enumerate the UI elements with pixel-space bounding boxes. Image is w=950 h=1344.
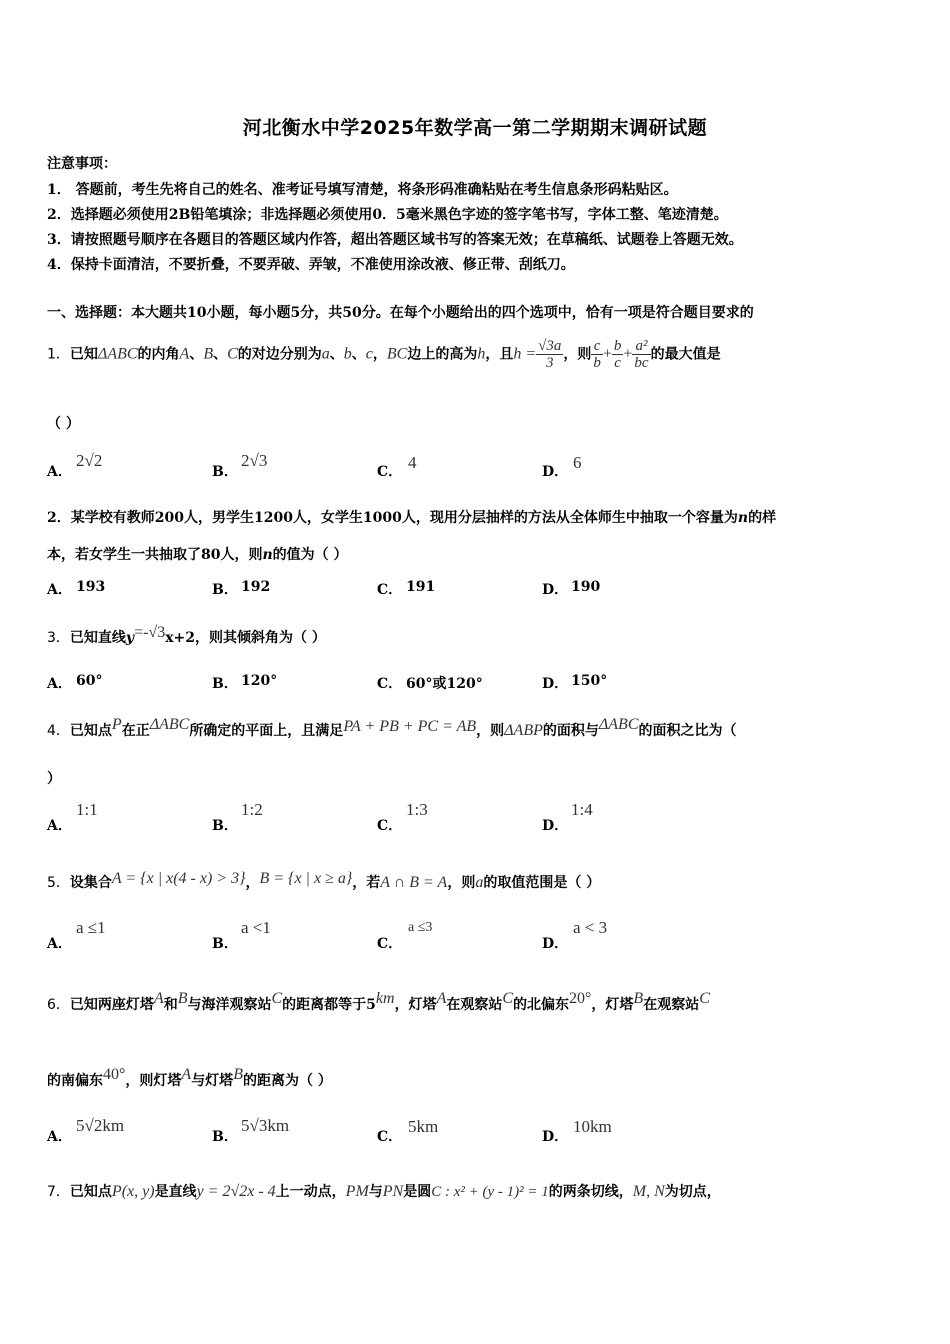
notice-item: 3．请按照题号顺序在各题目的答题区域内作答，超出答题区域书写的答案无效；在草稿纸、试题卷上答题无效。 bbox=[47, 232, 743, 248]
option-label: B． bbox=[212, 1129, 238, 1145]
option-value: 60°或120° bbox=[406, 676, 483, 692]
notice-heading: 注意事项： bbox=[47, 156, 117, 172]
option-value: 10km bbox=[573, 1117, 612, 1136]
option-label: A． bbox=[47, 1129, 72, 1145]
option-label: C． bbox=[377, 582, 403, 598]
option-value: a ≤3 bbox=[408, 920, 433, 935]
question-2-cont: 本，若女学生一共抽取了80人，则n的值为（ ） bbox=[47, 547, 348, 563]
notice-item: 2．选择题必须使用2B铅笔填涂；非选择题必须使用0．5毫米黑色字迹的签字笔书写，字体工整、笔迹清楚。 bbox=[47, 207, 728, 223]
fraction: $\frac{c}{b}$ bbox=[593, 338, 601, 371]
option-value: 192 bbox=[241, 579, 271, 595]
question-3: 3．已知直线y=-√3x+2，则其倾斜角为（ ） bbox=[47, 624, 326, 646]
option-value: 120° bbox=[241, 673, 278, 689]
option-label: C． bbox=[377, 818, 403, 834]
option-label: B． bbox=[212, 936, 238, 952]
notice-item: 1． 答题前，考生先将自己的姓名、准考证号填写清楚，将条形码准确粘贴在考生信息条形码粘贴区。 bbox=[47, 182, 678, 198]
option-value: 60° bbox=[76, 673, 103, 689]
option-label: B． bbox=[212, 464, 238, 480]
option-value: 1:4 bbox=[571, 800, 593, 819]
option-label: A． bbox=[47, 818, 72, 834]
option-value: 1:2 bbox=[241, 800, 263, 819]
option-label: D． bbox=[542, 1129, 569, 1145]
option-label: D． bbox=[542, 582, 569, 598]
question-5: 5．设集合A = {x | x(4 - x) > 3}，B = {x | x ≥ a}，若A ∩ B = A，则a的取值范围是（ ） bbox=[47, 870, 601, 891]
option-value: 190 bbox=[571, 579, 601, 595]
page-title: 河北衡水中学2025年数学高一第二学期期末调研试题 bbox=[242, 117, 708, 139]
option-label: C． bbox=[377, 936, 403, 952]
option-value: 193 bbox=[76, 579, 106, 595]
option-label: D． bbox=[542, 936, 569, 952]
option-label: C． bbox=[377, 676, 403, 692]
question-2: 2．某学校有教师200人，男学生1200人，女学生1000人，现用分层抽样的方法从全体师生中抽取一个容量为n的样 bbox=[47, 510, 777, 526]
question-6: 6．已知两座灯塔A和B与海洋观察站C的距离都等于5km，灯塔A在观察站C的北偏东20°，灯塔B在观察站C bbox=[47, 990, 710, 1013]
option-value: 4 bbox=[408, 453, 417, 472]
option-value: 1:1 bbox=[76, 800, 98, 819]
option-label: B． bbox=[212, 676, 238, 692]
option-label: D． bbox=[542, 464, 569, 480]
option-label: D． bbox=[542, 676, 569, 692]
question-number: 1． bbox=[47, 346, 70, 363]
option-label: B． bbox=[212, 818, 238, 834]
option-value: a ≤1 bbox=[76, 918, 106, 937]
question-1: 1．已知ΔABC的内角A、B、C的对边分别为a、b、c，BC边上的高为h，且h = $\frac{√3a}{3}$ ，则 $\frac{c}{b}$ + $\frac{b}{c}$ + $\frac{\text{a²}}{bc}$ 的最大值是 bbox=[47, 338, 721, 371]
fraction: $\frac{√3a}{3}$ bbox=[538, 338, 562, 371]
option-label: C． bbox=[377, 1129, 403, 1145]
section-heading: 一、选择题：本大题共10小题，每小题5分，共50分。在每个小题给出的四个选项中，恰有一项是符合题目要求的 bbox=[47, 305, 754, 321]
fraction: $\frac{b}{c}$ bbox=[613, 338, 622, 371]
option-label: B． bbox=[212, 582, 238, 598]
option-label: A． bbox=[47, 936, 72, 952]
option-value: a <1 bbox=[241, 918, 271, 937]
option-value: 5√2km bbox=[76, 1116, 125, 1135]
notice-item: 4．保持卡面清洁，不要折叠，不要弄破、弄皱，不准使用涂改液、修正带、刮纸刀。 bbox=[47, 257, 575, 273]
option-value: 2√3 bbox=[241, 451, 268, 470]
option-value: a < 3 bbox=[573, 918, 608, 937]
option-value: 2√2 bbox=[76, 451, 103, 470]
option-label: C． bbox=[377, 464, 403, 480]
question-6-cont: 的南偏东40°，则灯塔A与灯塔B的距离为（ ） bbox=[47, 1066, 332, 1089]
question-4: 4．已知点P在正ΔABC所确定的平面上，且满足PA + PB + PC = AB，则ΔABP的面积与ΔABC的面积之比为（ bbox=[47, 716, 737, 739]
option-label: A． bbox=[47, 464, 72, 480]
question-7: 7．已知点P(x, y)是直线y = 2√2x - 4上一动点，PM与PN是圆C : x² + (y - 1)² = 1的两条切线，M, N为切点， bbox=[47, 1183, 721, 1200]
option-value: 150° bbox=[571, 673, 608, 689]
option-value: 5km bbox=[408, 1117, 439, 1136]
option-value: 191 bbox=[406, 579, 436, 595]
answer-paren: （ ） bbox=[47, 416, 80, 432]
option-value: 5√3km bbox=[241, 1116, 290, 1135]
option-value: 1:3 bbox=[406, 800, 428, 819]
option-label: A． bbox=[47, 582, 72, 598]
answer-paren: ） bbox=[47, 771, 61, 787]
option-value: 6 bbox=[573, 453, 582, 472]
option-label: A． bbox=[47, 676, 72, 692]
fraction: $\frac{\text{a²}}{bc}$ bbox=[634, 338, 649, 371]
option-label: D． bbox=[542, 818, 569, 834]
